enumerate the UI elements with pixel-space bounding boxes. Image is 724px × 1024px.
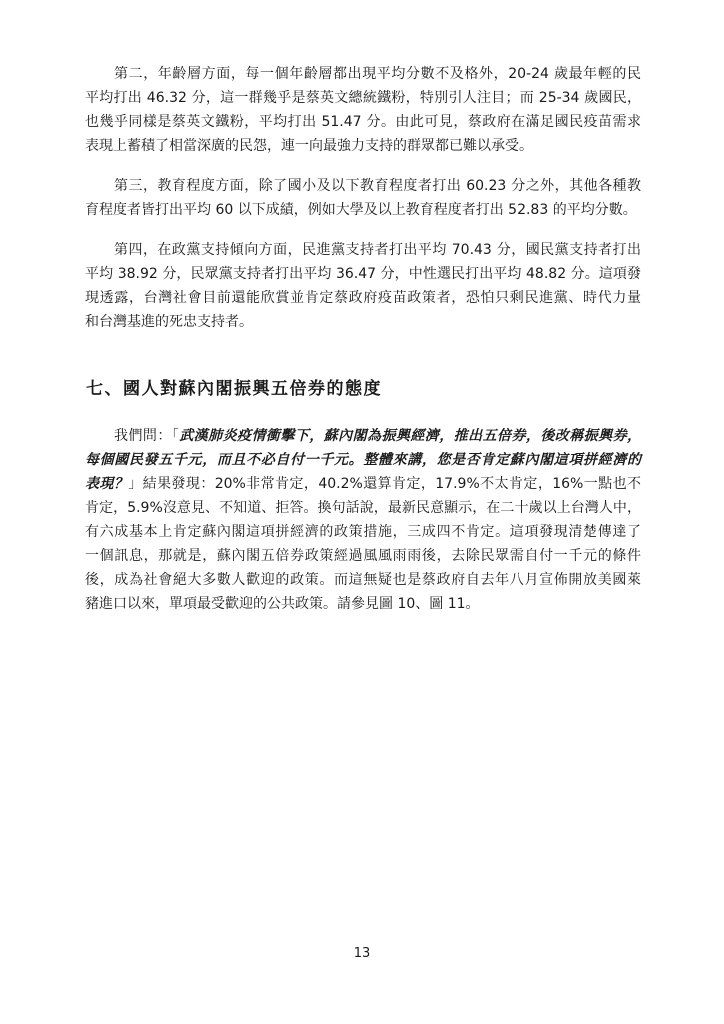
paragraph-line: 也幾乎同樣是蔡英文鐵粉，平均打出 51.47 分。由此可見，蔡政府在滿足國民疫苗需求	[85, 114, 641, 130]
survey-question: 每個國民發五千元，而且不必自付一千元。整體來講，您是否肯定蘇內閣這項拼經濟的	[85, 452, 641, 468]
paragraph-age-group	[85, 62, 641, 158]
paragraph-line: 第四，在政黨支持傾向方面，民進黨支持者打出平均 70.43 分，國民黨支持者打出	[114, 242, 641, 258]
paragraph-line: 現透露，台灣社會目前還能欣賞並肯定蔡政府疫苗政策者，恐怕只剩民進黨、時代力量	[85, 290, 641, 306]
paragraph-line: 第三，教育程度方面，除了國小及以下教育程度者打出 60.23 分之外，其他各種教	[114, 178, 641, 194]
paragraph-line: 和台灣基進的死忠支持者。	[85, 314, 253, 330]
paragraph-line: 育程度者皆打出平均 60 以下成績，例如大學及以上教育程度者打出 52.83 的平均分數。	[85, 202, 637, 218]
paragraph-line: 平均 38.92 分，民眾黨支持者打出平均 36.47 分，中性選民打出平均 48.82 分。這項發	[85, 266, 641, 282]
survey-question: 表現？	[85, 476, 129, 492]
paragraph-line: 豬進口以來，單項最受歡迎的公共政策。請參見圖 10、圖 11。	[85, 596, 480, 612]
page-number: 13	[353, 946, 371, 961]
paragraph-line	[85, 472, 641, 496]
paragraph-line: 肯定，5.9%沒意見、不知道、拒答。換句話說，最新民意顯示，在二十歲以上台灣人中，	[85, 500, 641, 516]
survey-result: 」結果發現：20%非常肯定，40.2%還算肯定，17.9%不太肯定，16%一點也不	[128, 476, 642, 492]
paragraph-stimulus-voucher	[85, 424, 641, 616]
paragraph-line: 後，成為社會絕大多數人歡迎的政策。而這無疑也是蔡政府自去年八月宣佈開放美國萊	[85, 572, 641, 588]
paragraph-line: 第二，年齡層方面，每一個年齡層都出現平均分數不及格外，20-24 歲最年輕的民	[114, 66, 641, 82]
section-heading: 七、國人對蘇內閣振興五倍券的態度	[86, 379, 382, 399]
paragraph-line	[85, 424, 641, 448]
paragraph-line: 有六成基本上肯定蘇內閣這項拼經濟的政策措施，三成四不肯定。這項發現清楚傳達了	[85, 524, 641, 540]
question-intro: 我們問：「	[114, 428, 180, 444]
survey-question: 武漢肺炎疫情衝擊下，蘇內閣為振興經濟，推出五倍券，後改稱振興券，	[179, 428, 642, 444]
paragraph-party-support	[85, 238, 641, 334]
paragraph-education	[85, 174, 641, 222]
paragraph-line: 一個訊息，那就是，蘇內閣五倍券政策經過風風雨雨後，去除民眾需自付一千元的條件	[85, 548, 641, 564]
paragraph-line: 表現上蓄積了相當深廣的民怨，連一向最強力支持的群眾都已難以承受。	[85, 138, 533, 154]
paragraph-line: 平均打出 46.32 分，這一群幾乎是蔡英文總統鐵粉，特別引人注目；而 25-34 歲國民，	[85, 90, 641, 106]
